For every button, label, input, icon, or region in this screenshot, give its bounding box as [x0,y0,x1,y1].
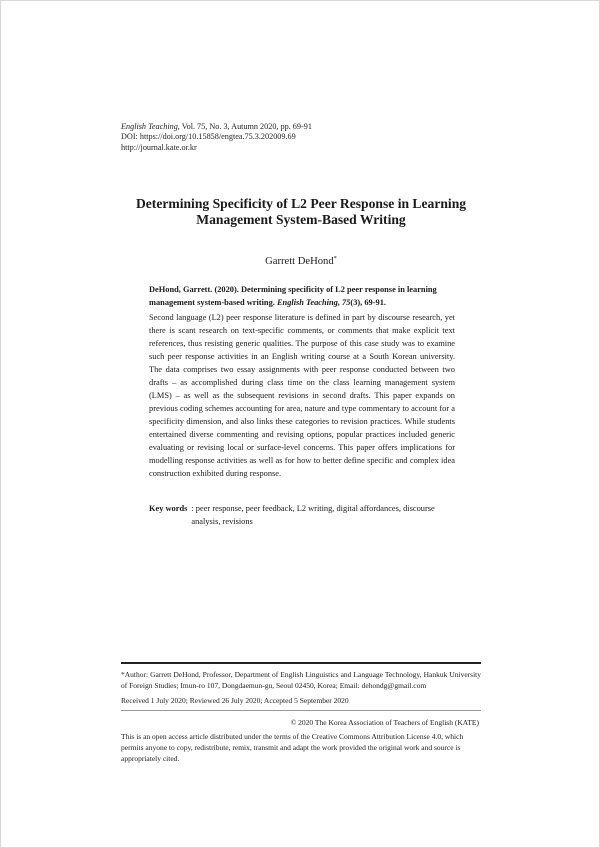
title-line-2: Management System-Based Writing [196,212,406,227]
abstract: Second language (L2) peer response literature is defined in part by discourse research, yet there is scant research on text-specific comments, or comments that make explicit text references, thus resisting generic qualities. The purpose of this case study was to examine such peer response activities in an English writing course at a South Korean university. The data comprises two essay assignments with peer response conducted between two drafts – as accomplished during class time on the class learning management system (LMS) – as well as the subsequent revisions in second drafts. This paper expands on previous coding schemes accounting for area, nature and type commentary to account for a specificity dimension, and also links these categories to revision practices. While students entertained diverse commenting and revising options, popular practices included generic evaluating or revising local or surface-level concerns. This paper offers implications for modelling response activities as well as for how to better define specific and complex idea construction exhibited during response. [149,313,455,478]
license-notice: This is an open access article distributed under the terms of the Creative Commons Attribution License 4.0, which permits anyone to copy, redistribute, remix, transmit and adapt the work provided the original work and source is appropriately cited. [121,732,464,763]
copyright-notice: © 2020 The Korea Association of Teachers of English (KATE) [290,718,479,727]
doi-line: DOI: https://doi.org/10.15858/engtea.75.3.202009.69 [121,132,296,142]
citation-block [149,283,455,309]
journal-url: http://journal.kate.or.kr [121,142,197,152]
keywords [149,502,459,528]
received-dates: Received 1 July 2020; Reviewed 26 July 2020; Accepted 5 September 2020 [121,696,349,705]
title-line-1: Determining Specificity of L2 Peer Response in Learning [135,196,467,211]
author-footnote: *Author: Garrett DeHond, Professor, Department of English Linguistics and Language Technology, Hankuk University of Foreign Studies; Imun-ro 107, Dongdaemun-gu, Seoul 02450, Korea; Email: dehondg@gmail.com [121,670,481,690]
keywords-label: Key words [149,504,188,513]
author-name: Garrett DeHond [265,256,334,267]
author-line [101,256,501,267]
citation-issue-pages: (3), 69-91. [350,298,387,307]
journal-header [121,122,312,153]
keywords-text: : peer response, peer feedback, L2 writing, digital affordances, discourse analysis, revisions [191,504,435,526]
footnote-divider [121,662,481,664]
journal-name: English Teaching [121,122,178,131]
license-divider [121,710,481,711]
paper-title [101,196,501,228]
citation-journal: English Teaching, 75 [276,298,351,307]
journal-citation-line [121,122,312,132]
author-footnote-marker: * [333,255,337,262]
citation-text: DeHond, Garrett. (2020). Determining specificity of L2 peer response in learning management system-based writing. [149,285,437,307]
volume-info: , Vol. 75, No. 3, Autumn 2020, pp. 69-91 [177,122,312,131]
